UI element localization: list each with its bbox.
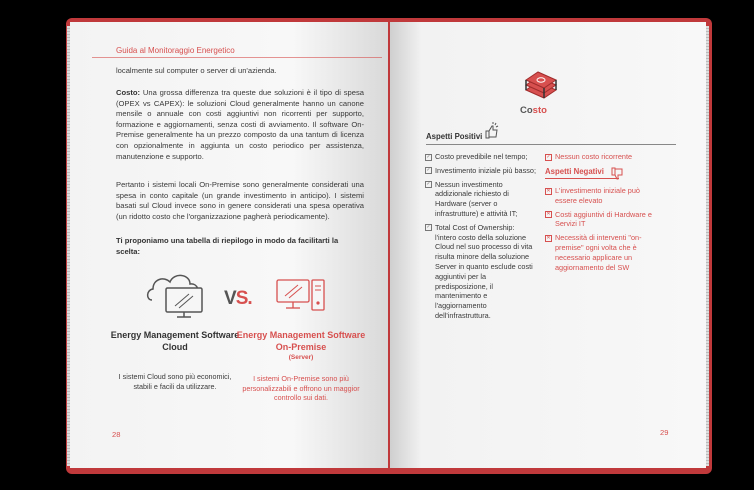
list-item: ✓ Nessun costo ricorrente [546, 152, 633, 161]
cloud-description: I sistemi Cloud sono più economici, stabili e facili da utilizzare. [118, 372, 232, 391]
left-page [70, 22, 388, 468]
checkbox-icon: ✓ [546, 153, 551, 160]
checkbox-icon: ✕ [546, 234, 551, 241]
section-divider [426, 144, 676, 145]
server-computer-icon [276, 278, 326, 314]
checkbox-icon: ✓ [426, 153, 431, 160]
paragraph-1: localmente sul computer o server di un'azienda. [116, 66, 277, 75]
cost-label: Costo: [116, 88, 141, 97]
checkbox-icon: ✕ [546, 211, 551, 218]
cloud-title: Energy Management Software Cloud [110, 330, 240, 352]
list-item: ✕ Necessità di interventi "on-premise" ogni volta che è necessario applicare un aggiornamento del SW [546, 233, 642, 272]
list-item: ✓ Costo prevedibile nel tempo; [426, 152, 528, 161]
checkbox-icon: ✓ [426, 224, 431, 231]
onprem-subtitle: (Server) [288, 354, 314, 361]
negative-list [545, 186, 663, 276]
onprem-title: Energy Management Software On-Premise [236, 330, 366, 352]
lead-text: Ti proponiamo una tabella di riepilogo in modo da facilitarti la scelta: [116, 236, 339, 256]
cost-text: Una grossa differenza tra queste due soluzioni è il tipo di spesa (OPEX vs CAPEX): le soluzioni Cloud generalmente hanno un canone mensile o annuale con costi aggiuntivi non ricorrenti per supporto, formazione e aggiornamenti, senza costi di avviamento. Il software On-Premise generalmente ha un prezzo composto da una tantum di licenza con opzionalmente in aggiunta un costo periodico per assistenza, manutenzione e supporto. [116, 88, 364, 161]
list-item: ✓ Nessun investimento addizionale richiesto di Hardware (server o infrastrutture) e attività IT; [426, 179, 518, 218]
onprem-description: I sistemi On-Premise sono più personalizzabili e offrono un maggior controllo sui dati. [242, 374, 360, 403]
page-number-right: 29 [660, 428, 669, 437]
paragraph-3: Pertanto i sistemi locali On-Premise sono generalmente considerati una spesa in conto capitale (un grande investimento in anticipo). I sistemi basati sul Cloud invece sono in genere considerati una spesa operativa (un ridotto costo che l'organizzazione pagherà periodicamente). [116, 180, 364, 221]
header-rule [92, 57, 382, 58]
vs-label: VS. [224, 288, 252, 309]
negative-divider [545, 178, 619, 179]
money-stack-icon [524, 68, 558, 102]
right-page [390, 22, 706, 468]
checkbox-icon: ✓ [426, 167, 431, 174]
list-item: ✓ Investimento iniziale più basso; [426, 165, 536, 175]
positive-list-col2 [545, 152, 660, 166]
positive-list [425, 152, 537, 325]
list-item: ✕ Costi aggiuntivi di Hardware e Servizi IT [546, 209, 652, 229]
checkbox-icon: ✕ [546, 187, 551, 194]
paragraph-cost [116, 88, 364, 162]
page-number-left: 28 [112, 430, 121, 439]
cloud-computer-icon [144, 270, 206, 320]
list-item: ✕ L'investimento iniziale può essere elevato [546, 186, 640, 205]
negative-label: Aspetti Negativi [545, 167, 604, 176]
checkbox-icon: ✓ [426, 181, 431, 188]
section-title: Costo [520, 105, 547, 116]
thumbs-up-icon [484, 122, 500, 140]
positive-label: Aspetti Positivi [426, 132, 483, 141]
list-item: ✓ Total Cost of Ownership: l'intero costo della soluzione Cloud nel suo processo di vita risulta minore della soluzione Server in quanto esclude costi aggiuntivi per la predisposizione, il mantenimento e l'aggiornamento dell'infrastruttura. [426, 222, 533, 320]
running-head: Guida al Monitoraggio Energetico [116, 46, 235, 55]
